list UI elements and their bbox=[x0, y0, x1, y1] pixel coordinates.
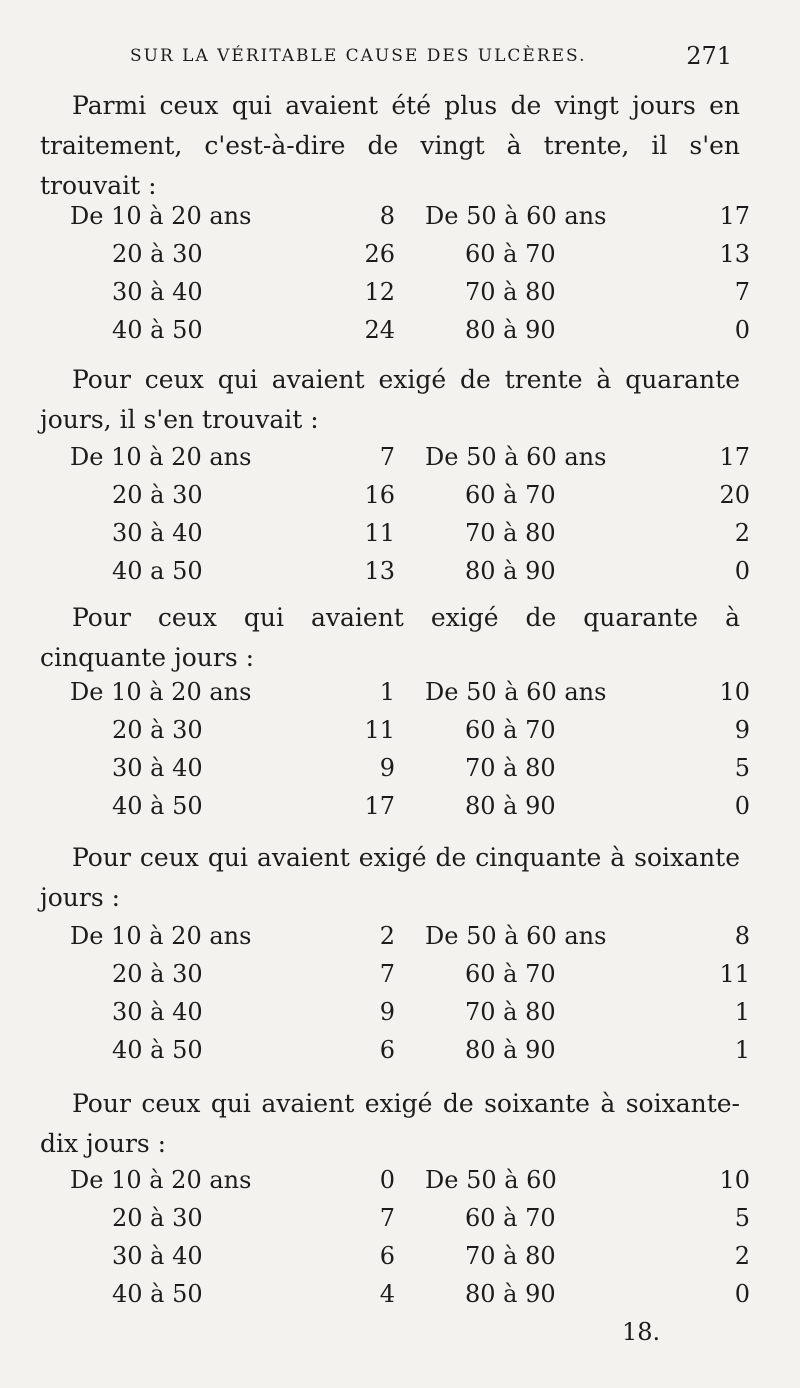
left-count: 17 bbox=[364, 792, 395, 820]
left-age-range: 40 a 50 bbox=[112, 557, 203, 585]
page-header bbox=[0, 38, 800, 78]
right-count: 8 bbox=[734, 922, 750, 950]
table-row bbox=[70, 1242, 750, 1280]
left-age-range: 30 à 40 bbox=[112, 278, 203, 306]
right-age-range: 80 à 90 bbox=[465, 557, 556, 585]
left-count: 1 bbox=[379, 678, 395, 706]
table-row bbox=[70, 481, 750, 519]
left-age-range: 30 à 40 bbox=[112, 754, 203, 782]
left-age-range: De 10 à 20 ans bbox=[70, 922, 252, 950]
age-table-30-40-days bbox=[70, 443, 750, 595]
left-age-range: 40 à 50 bbox=[112, 792, 203, 820]
left-age-range: De 10 à 20 ans bbox=[70, 202, 252, 230]
running-head: SUR LA VÉRITABLE CAUSE DES ULCÈRES. bbox=[130, 46, 587, 66]
left-count: 9 bbox=[379, 754, 395, 782]
signature-mark: 18. bbox=[622, 1318, 661, 1346]
left-age-range: 20 à 30 bbox=[112, 716, 203, 744]
left-age-range: De 10 à 20 ans bbox=[70, 678, 252, 706]
right-age-range: 60 à 70 bbox=[465, 481, 556, 509]
table-row bbox=[70, 754, 750, 792]
right-age-range: 60 à 70 bbox=[465, 716, 556, 744]
right-count: 9 bbox=[734, 716, 750, 744]
age-table-50-60-days bbox=[70, 922, 750, 1074]
right-age-range: 60 à 70 bbox=[465, 1204, 556, 1232]
left-age-range: De 10 à 20 ans bbox=[70, 1166, 252, 1194]
right-count: 11 bbox=[719, 960, 750, 988]
left-count: 2 bbox=[379, 922, 395, 950]
right-count: 0 bbox=[734, 557, 750, 585]
right-age-range: De 50 à 60 ans bbox=[425, 922, 607, 950]
left-age-range: 40 à 50 bbox=[112, 1036, 203, 1064]
left-count: 6 bbox=[379, 1242, 395, 1270]
right-age-range: 80 à 90 bbox=[465, 792, 556, 820]
right-count: 5 bbox=[734, 1204, 750, 1232]
left-age-range: 20 à 30 bbox=[112, 481, 203, 509]
right-count: 10 bbox=[719, 678, 750, 706]
table-row bbox=[70, 202, 750, 240]
table-row bbox=[70, 678, 750, 716]
left-count: 0 bbox=[379, 1166, 395, 1194]
right-age-range: 60 à 70 bbox=[465, 240, 556, 268]
right-count: 0 bbox=[734, 316, 750, 344]
page-number: 271 bbox=[686, 42, 732, 70]
right-age-range: 80 à 90 bbox=[465, 1036, 556, 1064]
right-count: 17 bbox=[719, 443, 750, 471]
left-age-range: 40 à 50 bbox=[112, 1280, 203, 1308]
table-row bbox=[70, 792, 750, 830]
age-table-60-70-days bbox=[70, 1166, 750, 1318]
right-age-range: 70 à 80 bbox=[465, 998, 556, 1026]
left-count: 7 bbox=[379, 1204, 395, 1232]
right-count: 0 bbox=[734, 792, 750, 820]
right-age-range: 70 à 80 bbox=[465, 519, 556, 547]
right-age-range: 80 à 90 bbox=[465, 1280, 556, 1308]
right-count: 20 bbox=[719, 481, 750, 509]
table-row bbox=[70, 443, 750, 481]
table-row bbox=[70, 278, 750, 316]
table-row bbox=[70, 960, 750, 998]
left-count: 24 bbox=[364, 316, 395, 344]
table-row bbox=[70, 557, 750, 595]
left-age-range: De 10 à 20 ans bbox=[70, 443, 252, 471]
right-count: 5 bbox=[734, 754, 750, 782]
table-row bbox=[70, 519, 750, 557]
intro-paragraph: Parmi ceux qui avaient été plus de vingt jours en traitement, c'est-à-dire de vingt à trente, il s'en trouvait : bbox=[40, 91, 740, 200]
left-count: 4 bbox=[379, 1280, 395, 1308]
right-age-range: De 50 à 60 ans bbox=[425, 443, 607, 471]
left-count: 11 bbox=[364, 519, 395, 547]
left-age-range: 30 à 40 bbox=[112, 998, 203, 1026]
left-count: 12 bbox=[364, 278, 395, 306]
left-count: 16 bbox=[364, 481, 395, 509]
left-age-range: 40 à 50 bbox=[112, 316, 203, 344]
left-age-range: 30 à 40 bbox=[112, 519, 203, 547]
table-row bbox=[70, 1204, 750, 1242]
left-count: 7 bbox=[379, 960, 395, 988]
section-heading-30-40-days: Pour ceux qui avaient exigé de trente à quarante jours, il s'en trouvait : bbox=[40, 365, 740, 434]
left-age-range: 20 à 30 bbox=[112, 960, 203, 988]
right-age-range: 70 à 80 bbox=[465, 1242, 556, 1270]
left-age-range: 20 à 30 bbox=[112, 1204, 203, 1232]
left-count: 7 bbox=[379, 443, 395, 471]
right-count: 17 bbox=[719, 202, 750, 230]
right-count: 1 bbox=[734, 1036, 750, 1064]
right-age-range: De 50 à 60 ans bbox=[425, 202, 607, 230]
left-count: 11 bbox=[364, 716, 395, 744]
age-table-20-30-days bbox=[70, 202, 750, 354]
right-count: 10 bbox=[719, 1166, 750, 1194]
left-count: 8 bbox=[379, 202, 395, 230]
table-row bbox=[70, 998, 750, 1036]
right-age-range: De 50 à 60 bbox=[425, 1166, 557, 1194]
right-count: 0 bbox=[734, 1280, 750, 1308]
right-age-range: De 50 à 60 ans bbox=[425, 678, 607, 706]
section-heading-40-50-days: Pour ceux qui avaient exigé de quarante à cinquante jours : bbox=[40, 603, 740, 672]
table-row bbox=[70, 240, 750, 278]
right-age-range: 60 à 70 bbox=[465, 960, 556, 988]
right-count: 7 bbox=[734, 278, 750, 306]
age-table-40-50-days bbox=[70, 678, 750, 830]
right-count: 2 bbox=[734, 519, 750, 547]
table-row bbox=[70, 1166, 750, 1204]
left-age-range: 30 à 40 bbox=[112, 1242, 203, 1270]
table-row bbox=[70, 1280, 750, 1318]
section-heading-60-70-days: Pour ceux qui avaient exigé de soixante à soixante-dix jours : bbox=[40, 1089, 740, 1158]
left-count: 9 bbox=[379, 998, 395, 1026]
left-count: 26 bbox=[364, 240, 395, 268]
right-age-range: 80 à 90 bbox=[465, 316, 556, 344]
table-row bbox=[70, 922, 750, 960]
right-count: 2 bbox=[734, 1242, 750, 1270]
left-age-range: 20 à 30 bbox=[112, 240, 203, 268]
table-row bbox=[70, 716, 750, 754]
left-count: 13 bbox=[364, 557, 395, 585]
right-age-range: 70 à 80 bbox=[465, 278, 556, 306]
table-row bbox=[70, 1036, 750, 1074]
table-row bbox=[70, 316, 750, 354]
right-count: 1 bbox=[734, 998, 750, 1026]
right-age-range: 70 à 80 bbox=[465, 754, 556, 782]
section-heading-50-60-days: Pour ceux qui avaient exigé de cinquante à soixante jours : bbox=[40, 843, 740, 912]
right-count: 13 bbox=[719, 240, 750, 268]
left-count: 6 bbox=[379, 1036, 395, 1064]
